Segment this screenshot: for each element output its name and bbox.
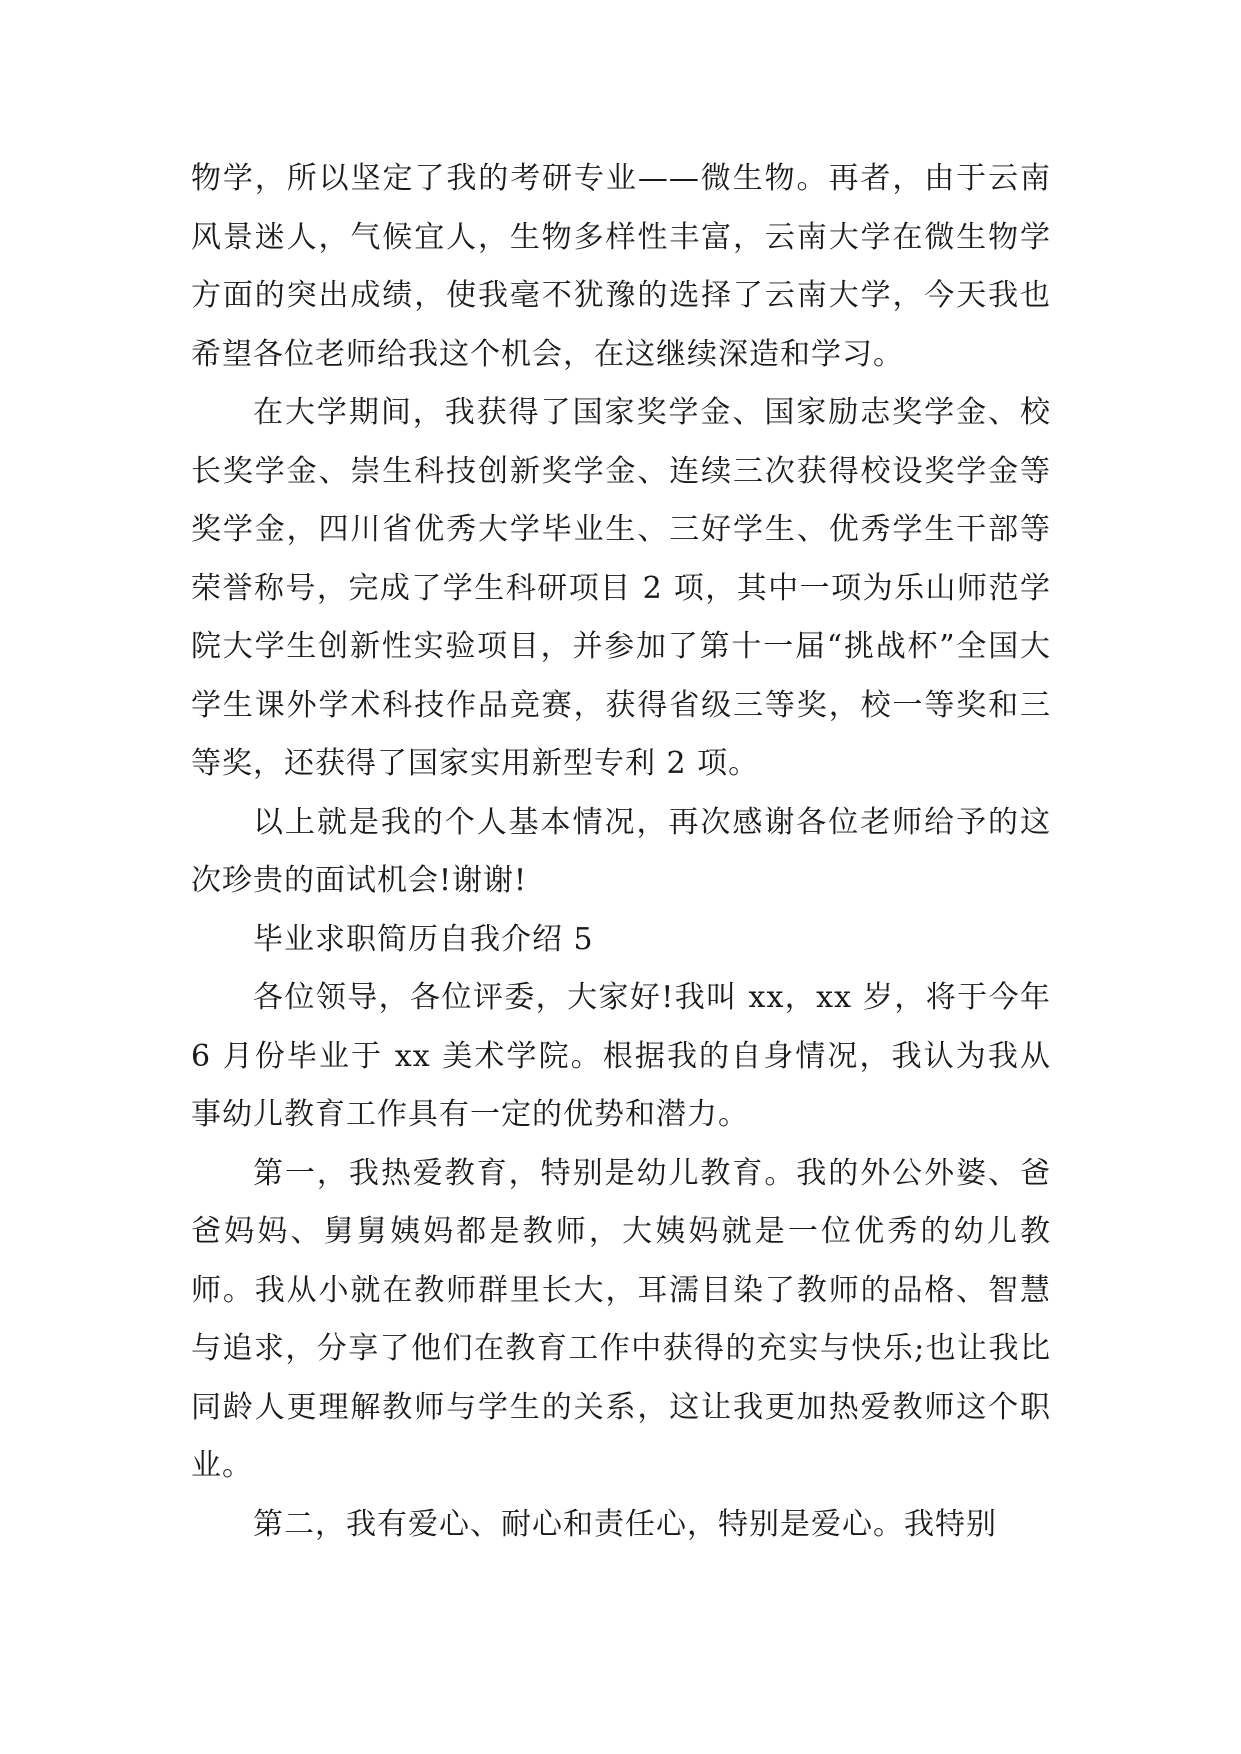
paragraph: 在大学期间，我获得了国家奖学金、国家励志奖学金、校长奖学金、崇生科技创新奖学金、连续三次获得校设奖学金等奖学金，四川省优秀大学毕业生、三好学生、优秀学生干部等荣誉称号，完成了学生科研项目 2 项，其中一项为乐山师范学院大学生创新性实验项目，并参加了第十一届“挑战杯”全国大学生课外学术科技作品竞赛，获得省级三等奖，校一等奖和三等奖，还获得了国家实用新型专利 2 项。 (191, 395, 1051, 781)
section-heading: 毕业求职简历自我介绍 5 (253, 921, 594, 957)
paragraph: 物学，所以坚定了我的考研专业——微生物。再者，由于云南风景迷人，气候宜人，生物多样性丰富，云南大学在微生物学方面的突出成绩，使我毫不犹豫的选择了云南大学，今天我也希望各位老师给我这个机会，在这继续深造和学习。 (191, 161, 1051, 372)
paragraph: 以上就是我的个人基本情况，再次感谢各位老师给予的这次珍贵的面试机会!谢谢! (191, 804, 1051, 898)
paragraph: 各位领导，各位评委，大家好!我叫 xx，xx 岁，将于今年 6 月份毕业于 xx 美术学院。根据我的自身情况，我认为我从事幼儿教育工作具有一定的优势和潜力。 (191, 980, 1051, 1132)
paragraph: 第一，我热爱教育，特别是幼儿教育。我的外公外婆、爸爸妈妈、舅舅姨妈都是教师，大姨妈就是一位优秀的幼儿教师。我从小就在教师群里长大，耳濡目染了教师的品格、智慧与追求，分享了他们在教育工作中获得的充实与快乐;也让我比同龄人更理解教师与学生的关系，这让我更加热爱教师这个职业。 (191, 1155, 1051, 1483)
document-body (191, 150, 1051, 1554)
paragraph: 第二，我有爱心、耐心和责任心，特别是爱心。我特别 (253, 1506, 997, 1542)
